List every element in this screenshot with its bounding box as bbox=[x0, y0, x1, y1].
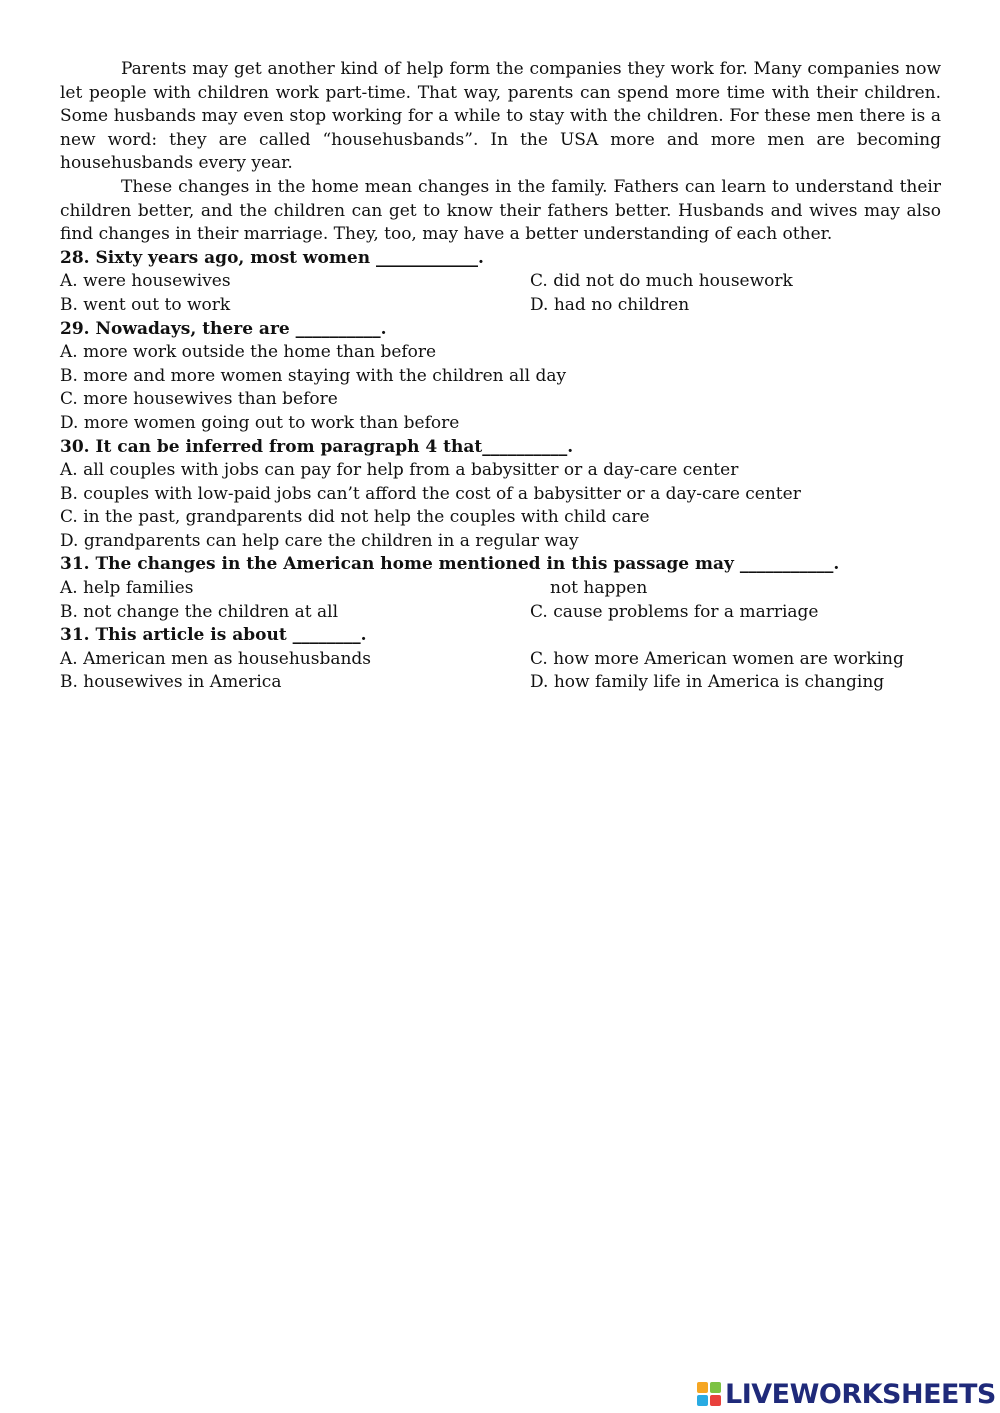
liveworksheets-logo-icon bbox=[697, 1382, 721, 1406]
question-31a-option-b[interactable]: B. not change the children at all bbox=[60, 601, 339, 622]
liveworksheets-logo bbox=[697, 1376, 996, 1412]
question-30: 30. It can be inferred from paragraph 4 that__________. bbox=[60, 436, 574, 457]
worksheet-page bbox=[60, 58, 941, 695]
question-31b-option-d[interactable]: D. how family life in America is changing bbox=[530, 672, 885, 693]
logo-square-orange bbox=[697, 1382, 708, 1393]
question-30-option-d[interactable]: D. grandparents can help care the children in a regular way bbox=[60, 530, 579, 551]
question-28-options-row-2 bbox=[60, 294, 941, 318]
passage-paragraph-1: Parents may get another kind of help form the companies they work for. Many companies now let people with children work part-time. That way, parents can spend more time with their children. Some husbands may even stop working for a while to stay with the children. For these men there is a new word: they are called “househusbands”. In the USA more and more men are becoming househusbands every year. bbox=[60, 59, 941, 174]
question-28-option-c[interactable]: C. did not do much housework bbox=[530, 271, 793, 292]
logo-square-green bbox=[710, 1382, 721, 1393]
question-31b-options-row-1 bbox=[60, 648, 941, 672]
question-28-option-a[interactable]: A. were housewives bbox=[60, 271, 231, 292]
question-31b-option-c[interactable]: C. how more American women are working bbox=[530, 648, 904, 669]
question-30-option-b[interactable]: B. couples with low-paid jobs can’t afford the cost of a babysitter or a day-care center bbox=[60, 483, 801, 504]
question-31a-options-row-1 bbox=[60, 577, 941, 601]
logo-square-red bbox=[710, 1395, 721, 1406]
passage-paragraph-2: These changes in the home mean changes in the family. Fathers can learn to understand their children better, and the children can get to know their fathers better. Husbands and wives may also find changes in their marriage. They, too, may have a better understanding of each other. bbox=[60, 176, 941, 245]
question-31a-option-unlabeled[interactable]: not happen bbox=[550, 578, 648, 599]
question-31a-option-a[interactable]: A. help families bbox=[60, 578, 194, 599]
question-31a-options-row-2 bbox=[60, 601, 941, 625]
question-31b-option-a[interactable]: A. American men as househusbands bbox=[60, 648, 372, 669]
question-29-option-d[interactable]: D. more women going out to work than before bbox=[60, 412, 460, 433]
question-31a: 31. The changes in the American home mentioned in this passage may ___________. bbox=[60, 554, 840, 575]
question-29-option-b[interactable]: B. more and more women staying with the children all day bbox=[60, 365, 567, 386]
liveworksheets-wordmark: LIVEWORKSHEETS bbox=[725, 1378, 996, 1410]
question-29: 29. Nowadays, there are __________. bbox=[60, 318, 387, 339]
question-28-options-row-1 bbox=[60, 270, 941, 294]
question-30-option-c[interactable]: C. in the past, grandparents did not help the couples with child care bbox=[60, 507, 650, 528]
question-31b-options-row-2 bbox=[60, 671, 941, 695]
question-30-option-a[interactable]: A. all couples with jobs can pay for help from a babysitter or a day-care center bbox=[60, 460, 739, 481]
question-31b-option-b[interactable]: B. housewives in America bbox=[60, 672, 282, 693]
question-28: 28. Sixty years ago, most women ____________. bbox=[60, 247, 484, 268]
question-28-option-d[interactable]: D. had no children bbox=[530, 294, 690, 315]
question-31a-option-c[interactable]: C. cause problems for a marriage bbox=[530, 601, 819, 622]
question-31b: 31. This article is about ________. bbox=[60, 625, 367, 646]
question-29-option-a[interactable]: A. more work outside the home than before bbox=[60, 342, 437, 363]
question-29-option-c[interactable]: C. more housewives than before bbox=[60, 389, 338, 410]
question-28-option-b[interactable]: B. went out to work bbox=[60, 294, 231, 315]
logo-square-blue bbox=[697, 1395, 708, 1406]
